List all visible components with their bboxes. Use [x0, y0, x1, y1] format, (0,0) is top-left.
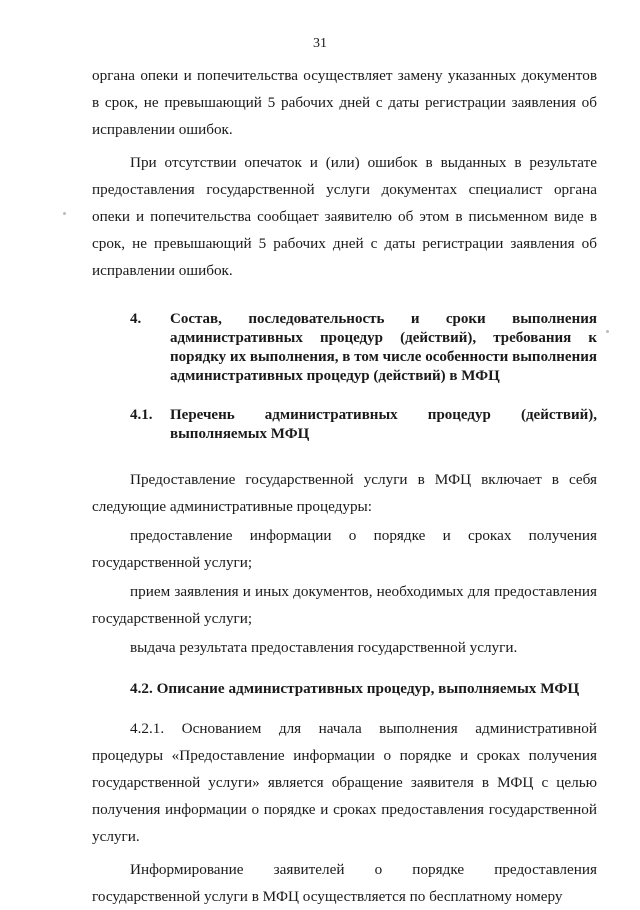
list-item: выдача результата предоставления государственной услуги. [130, 639, 518, 656]
section-4-1-heading [92, 406, 597, 444]
paragraph: органа опеки и попечительства осуществляет замену указанных документов в срок, не превышающий 5 рабочих дней с даты регистрации заявления об исправлении ошибок. [92, 67, 597, 138]
scan-speck [606, 330, 609, 333]
paragraph: Информирование заявителей о порядке предоставления государственной услуги в МФЦ осуществляется по бесплатному номеру [92, 861, 597, 905]
section-title: Перечень административных процедур (действий), выполняемых МФЦ [170, 407, 597, 442]
section-title: Состав, последовательность и сроки выполнения административных процедур (действий), требования к порядку их выполнения, в том числе особенности выполнения административных процедур (действий) в МФЦ [170, 311, 597, 384]
paragraph: При отсутствии опечаток и (или) ошибок в выданных в результате предоставления государственной услуги документах специалист органа опеки и попечительства сообщает заявителю об этом в письменном виде в срок, не превышающий 5 рабочих дней с даты регистрации заявления об исправлении ошибок. [92, 154, 597, 279]
paragraph: 4.2.1. Основанием для начала выполнения административной процедуры «Предоставление информации о порядке и сроках получения государственной услуги» является обращение заявителя в МФЦ с целью получения информации о порядке и сроках предоставления государственной услуги. [92, 720, 597, 845]
list-item: предоставление информации о порядке и сроках получения государственной услуги; [92, 527, 597, 571]
document-body [92, 62, 597, 910]
list-item: прием заявления и иных документов, необходимых для предоставления государственной услуги; [92, 583, 597, 627]
section-4-2-heading: 4.2. Описание административных процедур, выполняемых МФЦ [130, 680, 580, 697]
section-number: 4.1. [130, 407, 153, 423]
page-number: 31 [313, 36, 327, 51]
section-4-heading [92, 310, 597, 386]
scan-speck [63, 212, 66, 215]
paragraph: Предоставление государственной услуги в МФЦ включает в себя следующие административные процедуры: [92, 471, 597, 515]
section-number: 4. [130, 311, 142, 327]
